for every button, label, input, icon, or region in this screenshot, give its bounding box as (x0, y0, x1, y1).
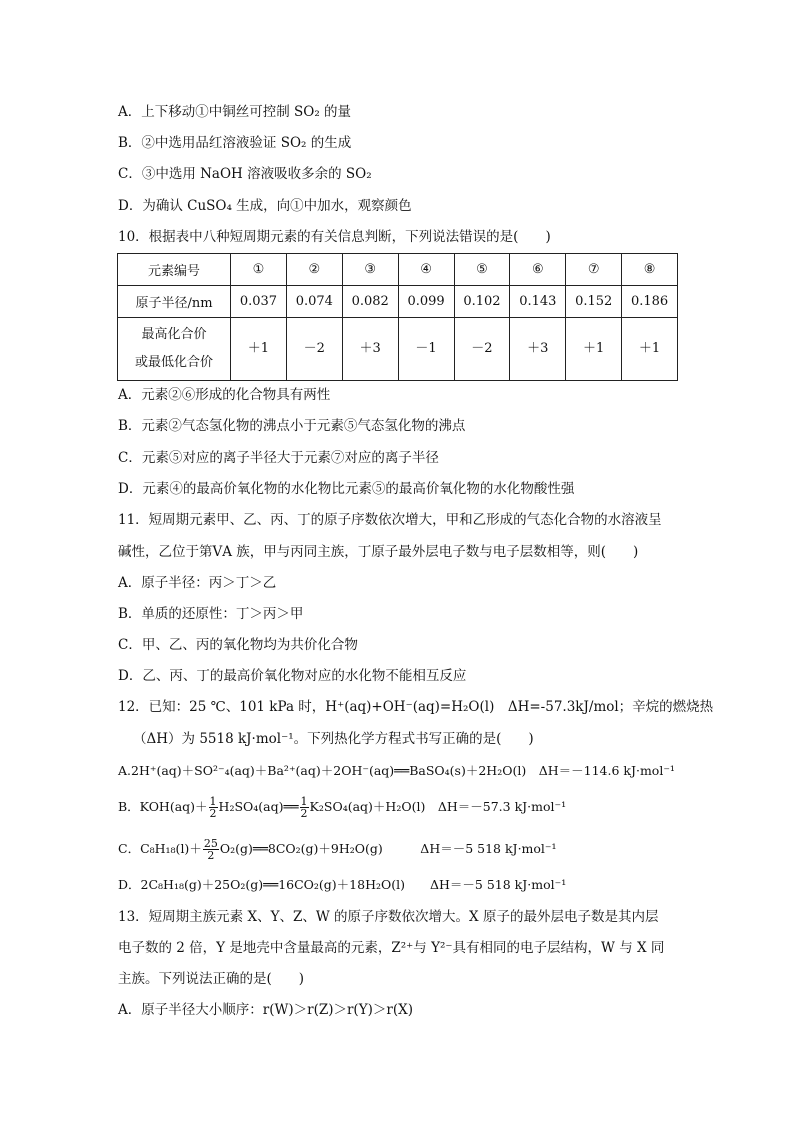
table-cell: 0.143 (510, 286, 566, 318)
q12-option-b-pre: B．KOH(aq)＋ (118, 799, 208, 814)
q9-option-c: C．③中选用 NaOH 溶液吸收多余的 SO₂ (118, 166, 372, 182)
q12-option-d: D．2C₈H₁₈(g)＋25O₂(g)══16CO₂(g)＋18H₂O(l) ΔH＝－5 518 kJ·mol⁻¹ (118, 877, 567, 892)
q12-option-c (118, 838, 557, 861)
q10-option-a: A．元素②⑥形成的化合物具有两性 (118, 387, 331, 403)
table-cell: －1 (398, 318, 454, 381)
fraction-denominator: 2 (207, 849, 215, 862)
q12-option-b-mid1: H₂SO₄(aq)══ (218, 799, 299, 814)
table-row (118, 254, 678, 286)
q10-option-c: C．元素⑤对应的离子半径大于元素⑦对应的离子半径 (118, 450, 439, 466)
table-cell: 0.186 (622, 286, 678, 318)
table-cell: ⑥ (510, 254, 566, 286)
q9-option-d: D．为确认 CuSO₄ 生成，向①中加水，观察颜色 (118, 198, 412, 214)
q12-stem-line1: 12．已知：25 ℃、101 kPa 时，H⁺(aq)+OH⁻(aq)=H₂O(l) ΔH=-57.3kJ/mol；辛烷的燃烧热 (118, 699, 714, 715)
table-cell: 0.099 (398, 286, 454, 318)
table-cell: ＋3 (510, 318, 566, 381)
fraction-denominator: 2 (300, 807, 308, 820)
q13-option-a: A．原子半径大小顺序：r(W)＞r(Z)＞r(Y)＞r(X) (118, 1002, 413, 1018)
table-cell: ④ (398, 254, 454, 286)
fraction-numerator: 1 (209, 795, 217, 808)
q11-stem-line2: 碱性，乙位于第ⅤA 族，甲与丙同主族，丁原子最外层电子数与电子层数相等，则( ) (118, 544, 639, 560)
table-cell: ＋1 (566, 318, 622, 381)
table-cell: ＋1 (622, 318, 678, 381)
table-cell: ③ (342, 254, 398, 286)
table-cell: ② (286, 254, 342, 286)
table-row (118, 286, 678, 318)
table-cell: ＋1 (231, 318, 287, 381)
q10-option-b: B．元素②气态氢化物的沸点小于元素⑤气态氢化物的沸点 (118, 418, 466, 434)
q11-stem-line1: 11．短周期元素甲、乙、丙、丁的原子序数依次增大，甲和乙形成的气态化合物的水溶液呈 (118, 512, 662, 528)
q11-option-a: A．原子半径：丙＞丁＞乙 (118, 575, 277, 591)
table-cell: －2 (286, 318, 342, 381)
table-cell: 0.074 (286, 286, 342, 318)
fraction-numerator: 1 (300, 795, 308, 808)
q9-option-b: B．②中选用品红溶液验证 SO₂ 的生成 (118, 135, 352, 151)
table-cell: ＋3 (342, 318, 398, 381)
q12-option-a: A.2H⁺(aq)＋SO²⁻₄(aq)＋Ba²⁺(aq)＋2OH⁻(aq)══BaSO₄(s)＋2H₂O(l) ΔH＝－114.6 kJ·mol⁻¹ (118, 763, 675, 778)
fraction (300, 796, 309, 819)
fraction-denominator: 2 (209, 807, 217, 820)
q9-option-a: A．上下移动①中铜丝可控制 SO₂ 的量 (118, 104, 352, 120)
fraction (203, 838, 219, 861)
table-cell: ⑧ (622, 254, 678, 286)
table-cell: －2 (454, 318, 510, 381)
fraction-numerator: 25 (203, 837, 218, 850)
q13-stem-line2: 电子数的 2 倍，Y 是地壳中含量最高的元素，Z²⁺与 Y²⁻具有相同的电子层结构，W 与 X 同 (118, 940, 665, 956)
q12-option-b-mid2: K₂SO₄(aq)＋H₂O(l) ΔH＝－57.3 kJ·mol⁻¹ (309, 799, 567, 814)
q13-stem-line3: 主族。下列说法正确的是( ) (118, 971, 305, 987)
element-table (117, 253, 678, 381)
table-header-label: 元素编号 (118, 254, 231, 286)
table-cell: 0.082 (342, 286, 398, 318)
q10-option-d: D．元素④的最高价氧化物的水化物比元素⑤的最高价氧化物的水化物酸性强 (118, 481, 575, 497)
table-row-label (118, 318, 231, 381)
q11-option-d: D．乙、丙、丁的最高价氧化物对应的水化物不能相互反应 (118, 668, 467, 684)
q11-option-c: C．甲、乙、丙的氧化物均为共价化合物 (118, 637, 358, 653)
table-cell: 0.037 (231, 286, 287, 318)
valence-label-line2: 或最低化合价 (134, 355, 213, 370)
fraction (209, 796, 218, 819)
q12-option-c-pre: C．C₈H₁₈(l)＋ (118, 841, 202, 856)
q11-option-b: B．单质的还原性：丁＞丙＞甲 (118, 606, 304, 622)
q12-option-b (118, 796, 566, 819)
table-cell: ① (231, 254, 287, 286)
q12-option-c-post: O₂(g)══8CO₂(g)＋9H₂O(g) ΔH＝－5 518 kJ·mol⁻¹ (219, 841, 557, 856)
table-cell: 0.102 (454, 286, 510, 318)
q10-stem: 10．根据表中八种短周期元素的有关信息判断，下列说法错误的是( ) (118, 229, 551, 245)
table-cell: ⑤ (454, 254, 510, 286)
table-row-label: 原子半径/nm (118, 286, 231, 318)
q13-stem-line1: 13．短周期主族元素 X、Y、Z、W 的原子序数依次增大。X 原子的最外层电子数是其内层 (118, 909, 659, 925)
table-cell: ⑦ (566, 254, 622, 286)
table-row (118, 318, 678, 381)
valence-label-line1: 最高化合价 (141, 327, 207, 342)
q12-stem-line2: （ΔH）为 5518 kJ·mol⁻¹。下列热化学方程式书写正确的是( ) (133, 731, 534, 747)
table-cell: 0.152 (566, 286, 622, 318)
